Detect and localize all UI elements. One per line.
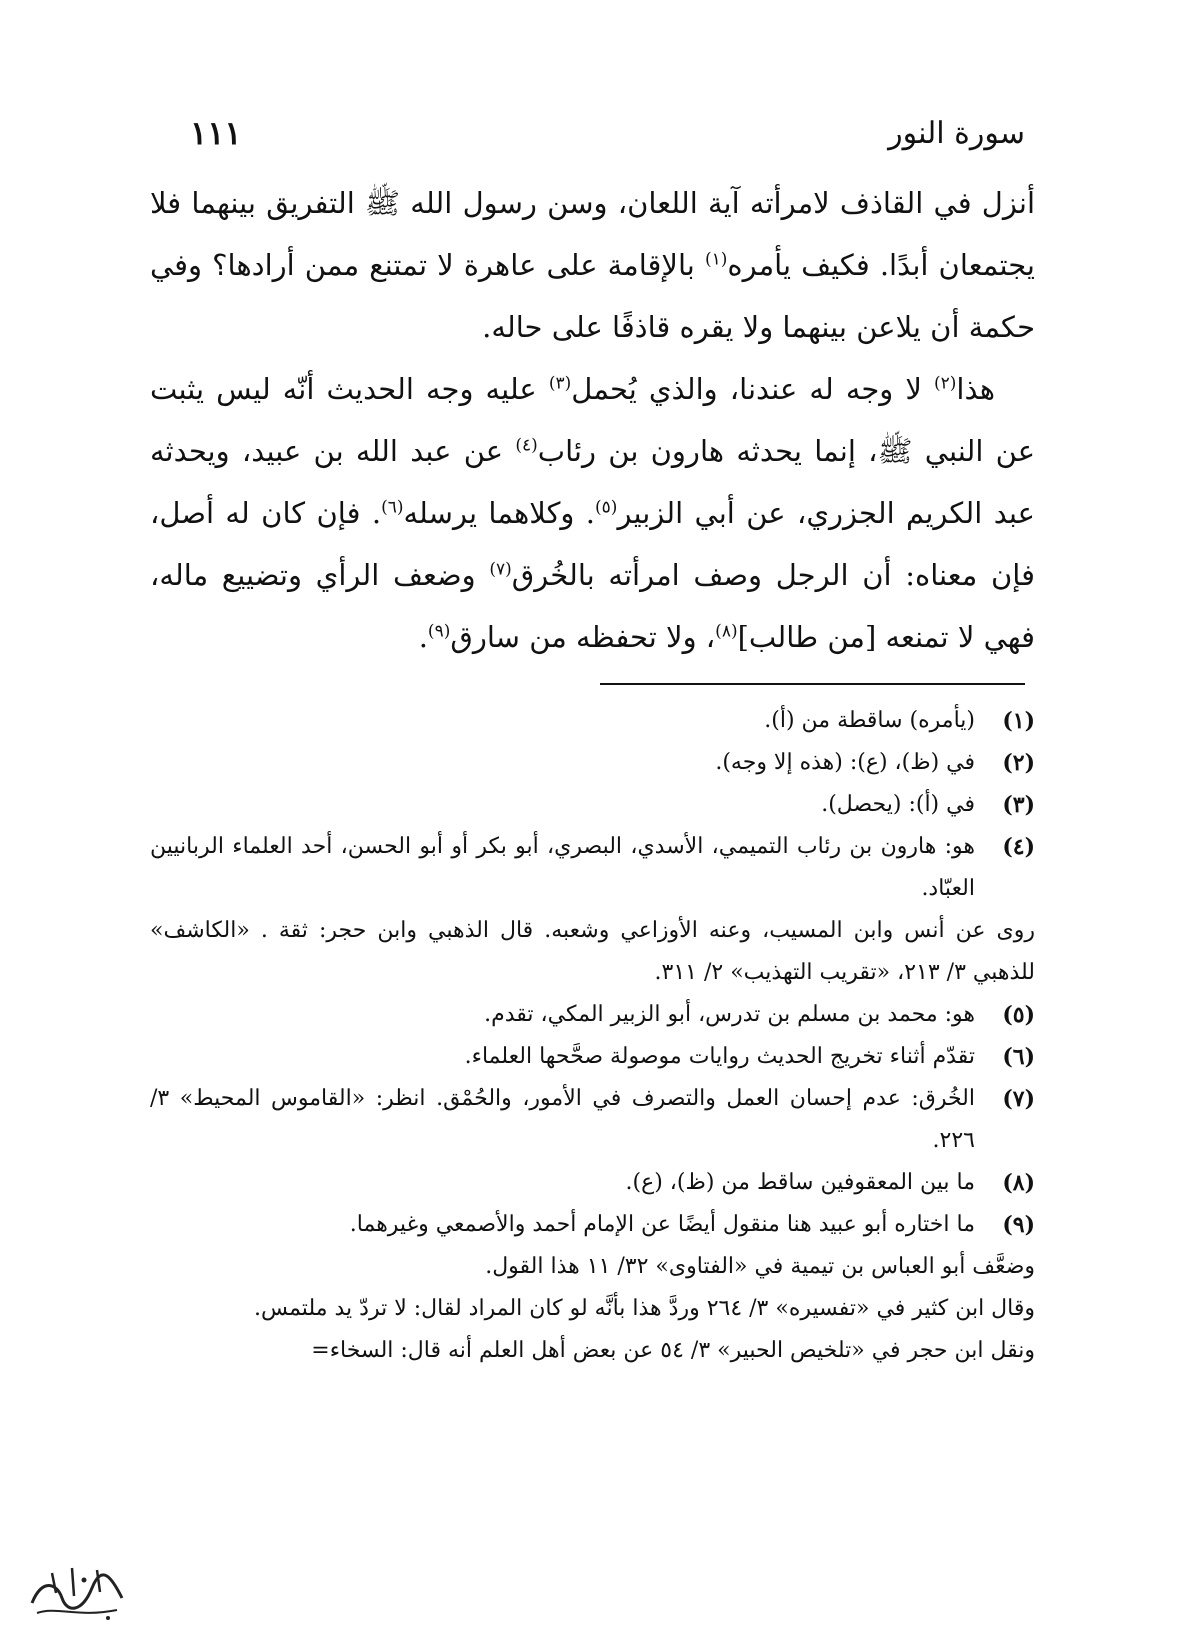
text-run: هذا (956, 372, 995, 406)
surah-name: سورة النور (888, 115, 1025, 151)
footnote-text: هو: هارون بن رئاب التميمي، الأسدي، البصري، أبو بكر أو أبو الحسن، أحد العلماء الربانيين العبّاد. (150, 834, 975, 901)
footnote-9-continuation: وقال ابن كثير في «تفسيره» ٣/ ٢٦٤ وردَّ هذا بأنَّه لو كان المراد لقال: لا تردّ يد ملتمس. (254, 1296, 1035, 1321)
footnote-9-continuation: ونقل ابن حجر في «تلخيص الحبير» ٣/ ٥٤ عن بعض أهل العلم أنه قال: السخاء= (311, 1338, 1035, 1363)
main-paragraph-1 (150, 172, 1035, 358)
footnote-ref-3[interactable]: (٣) (548, 373, 572, 394)
footnote-ref-5[interactable]: (٥) (595, 497, 618, 518)
footnote-ref-6[interactable]: (٦) (381, 497, 404, 518)
footnote-8 (150, 1162, 1035, 1204)
footnote-number: (٤) (1002, 834, 1035, 860)
footnote-text: ما اختاره أبو عبيد هنا منقول أيضًا عن الإمام أحمد والأصمعي وغيرهما. (349, 1212, 975, 1237)
text-run: بالإقامة على عاهرة لا تمتنع ممن أرادها؟ وفي حكمة أن يلاعن بينهما ولا يقره قاذفًا على حاله. (150, 248, 1035, 344)
footnote-number: (٧) (1002, 1086, 1035, 1112)
footnote-4 (150, 826, 1035, 910)
footnote-ref-1[interactable]: (١) (704, 249, 728, 270)
main-text (150, 172, 1035, 668)
footnote-6 (150, 1036, 1035, 1078)
footnote-text: الخُرق: عدم إحسان العمل والتصرف في الأمور، والحُمْق. انظر: «القاموس المحيط» ٣/ ٢٢٦. (150, 1086, 975, 1153)
footnote-number: (٢) (1002, 750, 1035, 776)
text-run: عن عبد الله بن عبيد، ويحدثه عبد الكريم الجزري، عن أبي الزبير (150, 434, 1035, 530)
footnote-number: (١) (1002, 708, 1035, 734)
text-run: وضعف الرأي وتضييع ماله، فهي لا تمنعه [من طالب] (150, 558, 1035, 654)
footnote-ref-4[interactable]: (٤) (515, 435, 538, 456)
library-logo-icon (22, 1558, 132, 1628)
footnote-5 (150, 994, 1035, 1036)
text-run: عليه وجه الحديث أنّه ليس يثبت عن النبي ﷺ، إنما يحدثه هارون بن رئاب (150, 372, 1035, 468)
text-run: لا وجه له عندنا، والذي يُحمل (571, 372, 934, 406)
footnote-3 (150, 784, 1035, 826)
text-run: . وكلاهما يرسله (403, 496, 596, 530)
text-run: . فإن كان له أصل، فإن معناه: أن الرجل وصف امرأته بالخُرق (150, 496, 1036, 592)
page-number: ١١١ (190, 114, 242, 152)
footnote-9-continuation: وضعَّف أبو العباس بن تيمية في «الفتاوى» ٣٢/ ١١ هذا القول. (485, 1254, 1035, 1279)
footnotes (150, 700, 1035, 1372)
page-header (190, 108, 1025, 158)
footnote-number: (٩) (1002, 1212, 1035, 1238)
footnote-ref-2[interactable]: (٢) (934, 373, 957, 394)
footnote-text: في (ظ)، (ع): (هذه إلا وجه). (715, 750, 975, 775)
footnote-text: (يأمره) ساقطة من (أ). (764, 708, 975, 733)
footnote-number: (٦) (1002, 1044, 1035, 1070)
footnote-text: ما بين المعقوفين ساقط من (ظ)، (ع). (625, 1170, 975, 1195)
footnote-4-continuation: روى عن أنس وابن المسيب، وعنه الأوزاعي وشعبه. قال الذهبي وابن حجر: ثقة . «الكاشف» للذهبي ٣/ ٢١٣، «تقريب التهذيب» ٢/ ٣١١. (150, 918, 1035, 985)
footnote-text: هو: محمد بن مسلم بن تدرس، أبو الزبير المكي، تقدم. (484, 1002, 975, 1027)
footnote-ref-7[interactable]: (٧) (489, 559, 512, 580)
footnote-text: تقدّم أثناء تخريج الحديث روايات موصولة صحَّحها العلماء. (464, 1044, 975, 1069)
text-run: . (418, 620, 428, 654)
footnote-7 (150, 1078, 1035, 1162)
footnote-ref-9[interactable]: (٩) (427, 621, 451, 642)
footnote-number: (٥) (1002, 1002, 1035, 1028)
footnote-number: (٣) (1002, 792, 1035, 818)
footnote-number: (٨) (1002, 1170, 1035, 1196)
footnote-1 (150, 700, 1035, 742)
main-paragraph-2 (150, 358, 1035, 668)
footnote-separator (600, 683, 1025, 685)
footnote-ref-8[interactable]: (٨) (715, 621, 738, 642)
footnote-text: في (أ): (يحصل). (821, 792, 975, 817)
footnote-9 (150, 1204, 1035, 1246)
text-run: أنزل في القاذف لامرأته آية اللعان، وسن رسول الله ﷺ التفريق بينهما فلا يجتمعان أبدًا. فكيف يأمره (150, 186, 1035, 282)
text-run: ، ولا تحفظه من سارق (450, 620, 716, 654)
footnote-2 (150, 742, 1035, 784)
